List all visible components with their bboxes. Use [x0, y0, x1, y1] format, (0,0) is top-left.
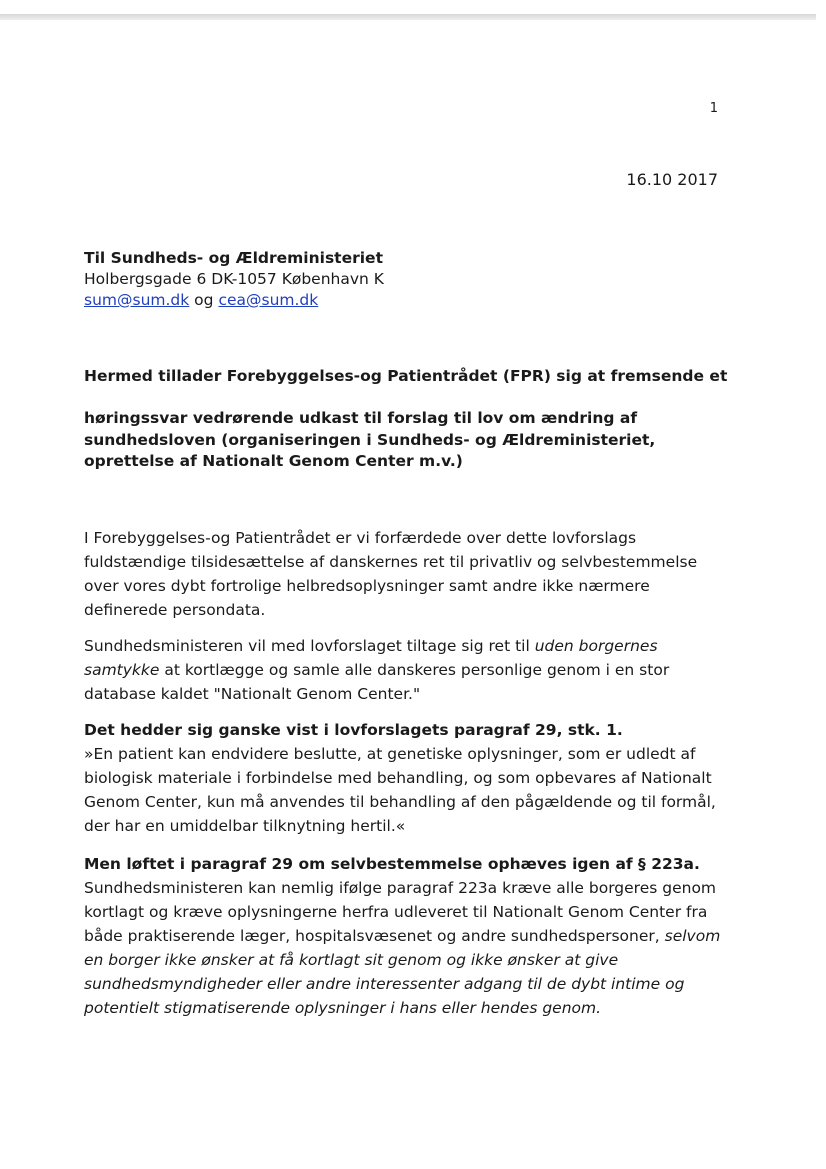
recipient-address: Holbergsgade 6 DK-1057 København K — [84, 270, 384, 288]
paragraph-4-emphasis: selvom en borger ikke ønsker at få kortlagt sit genom og ikke ønsker at give sundhedsmyndigheder eller andre interessenter adgang til de dybt intime og potentielt stigmatiserende oplysninger i hans eller hendes genom. — [84, 927, 721, 1017]
recipient-emails — [84, 290, 384, 311]
recipient-block — [84, 248, 384, 311]
paragraph-1: I Forebyggelses-og Patientrådet er vi forfærdede over dette lovforslags fuldstændige tilsidesættelse af danskernes ret til privatliv og selvbestemmelse over vores dybt fortrolige helbredsoplysninger samt andre ikke nærmere definerede persondata. — [84, 529, 698, 619]
email-link-cea[interactable]: cea@sum.dk — [218, 291, 319, 309]
page-number: 1 — [709, 101, 718, 116]
paragraph-2-text-a: Sundhedsministeren vil med lovforslaget tiltage sig ret til — [84, 637, 535, 655]
email-link-sum[interactable]: sum@sum.dk — [84, 291, 190, 309]
intro-line: Hermed tillader Forebyggelses-og Patientrådet (FPR) sig at fremsende et — [84, 367, 728, 385]
email-separator: og — [189, 291, 219, 309]
paragraph-4-body — [84, 876, 724, 1020]
paragraph-3 — [84, 718, 724, 838]
recipient-name: Til Sundheds- og Ældreministeriet — [84, 249, 383, 267]
paragraph-4 — [84, 852, 724, 1020]
letter-date: 16.10 2017 — [626, 170, 718, 189]
paragraph-4-text-a: Sundhedsministeren kan nemlig ifølge paragraf 223a kræve alle borgeres genom kortlagt og kræve oplysningerne herfra udleveret til Nationalt Genom Center fra både praktiserende læger, hospitalsvæsenet og andre sundhedspersoner, — [84, 879, 717, 945]
paragraph-2 — [84, 634, 724, 706]
scan-edge-bar — [0, 14, 816, 20]
paragraph-2-emphasis: uden borgernes samtykke — [84, 637, 658, 679]
paragraph-2-text-c: at kortlægge og samle alle danskeres personlige genom i en stor database kaldet "Nationalt Genom Center." — [84, 661, 670, 703]
paragraph-3-heading: Det hedder sig ganske vist i lovforslagets paragraf 29, stk. 1. — [84, 721, 623, 739]
subject-line: høringssvar vedrørende udkast til forslag til lov om ændring af sundhedsloven (organiseringen i Sundheds- og Ældreministeriet, oprettelse af Nationalt Genom Center m.v.) — [84, 409, 656, 470]
paragraph-4-heading: Men løftet i paragraf 29 om selvbestemmelse ophæves igen af § 223a. — [84, 855, 700, 873]
paragraph-3-quote: »En patient kan endvidere beslutte, at genetiske oplysninger, som er udledt af biologisk materiale i forbindelse med behandling, og som opbevares af Nationalt Genom Center, kun må anvendes til behandling af den pågældende og til formål, der har en umiddelbar tilknytning hertil.« — [84, 745, 716, 835]
